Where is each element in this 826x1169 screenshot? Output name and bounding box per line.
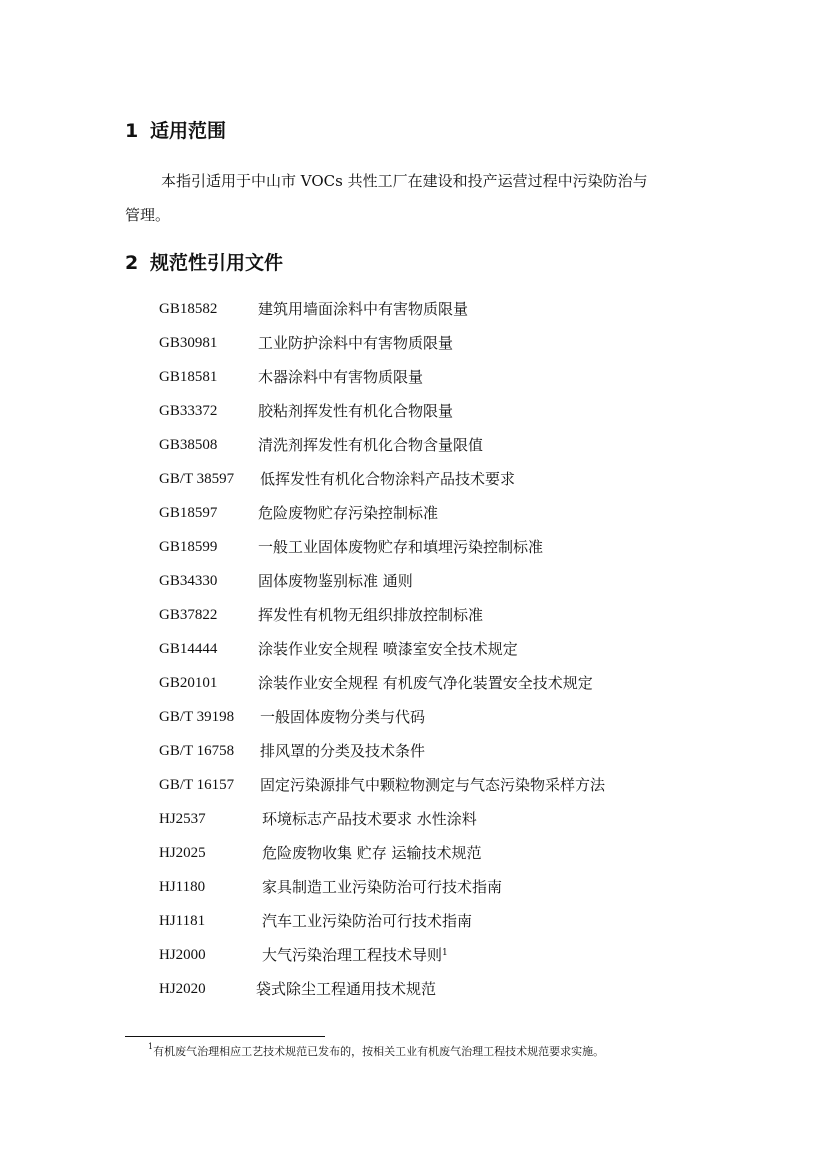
reference-title-text: 胶粘剂挥发性有机化合物限量 bbox=[258, 402, 454, 420]
reference-code: GB18581 bbox=[159, 369, 218, 385]
reference-title-text: 一般固体废物分类与代码 bbox=[260, 708, 426, 726]
reference-code: GB34330 bbox=[159, 573, 218, 589]
reference-title bbox=[262, 806, 477, 832]
reference-title-text: 危险废物收集 贮存 运输技术规范 bbox=[262, 844, 482, 862]
reference-title-text: 家具制造工业污染防治可行技术指南 bbox=[262, 878, 503, 896]
reference-title-text: 大气污染治理工程技术导则 bbox=[262, 946, 443, 964]
reference-title bbox=[258, 534, 543, 560]
reference-title-text: 涂装作业安全规程 喷漆室安全技术规定 bbox=[258, 640, 518, 658]
reference-title bbox=[258, 330, 453, 356]
reference-title bbox=[262, 942, 448, 968]
reference-title-text: 涂装作业安全规程 有机废气净化装置安全技术规定 bbox=[258, 674, 593, 692]
reference-title bbox=[258, 432, 483, 458]
reference-title-text: 一般工业固体废物贮存和填埋污染控制标准 bbox=[258, 538, 544, 556]
reference-code: GB/T 39198 bbox=[159, 709, 235, 725]
reference-title-text: 建筑用墙面涂料中有害物质限量 bbox=[258, 300, 469, 318]
reference-code: GB30981 bbox=[159, 335, 218, 351]
reference-title-text: 危险废物贮存污染控制标准 bbox=[258, 504, 439, 522]
reference-code: GB18582 bbox=[159, 301, 218, 317]
footnote-text: 有机废气治理相应工艺技术规范已发布的，按相关工业有机废气治理工程技术规范要求实施。 bbox=[153, 1045, 605, 1058]
reference-title-text: 袋式除尘工程通用技术规范 bbox=[256, 980, 437, 998]
reference-title-text: 环境标志产品技术要求 水性涂料 bbox=[262, 810, 477, 828]
reference-title bbox=[258, 602, 483, 628]
section-2-heading bbox=[125, 250, 283, 276]
reference-title-text: 挥发性有机物无组织排放控制标准 bbox=[258, 606, 484, 624]
footnote-mark: 1 bbox=[148, 1042, 154, 1051]
reference-code: GB20101 bbox=[159, 675, 218, 691]
section-1-heading bbox=[125, 118, 226, 144]
reference-code: GB18599 bbox=[159, 539, 218, 555]
reference-code: GB37822 bbox=[159, 607, 218, 623]
reference-title-text: 木器涂料中有害物质限量 bbox=[258, 368, 424, 386]
reference-title bbox=[260, 772, 605, 798]
reference-title bbox=[258, 670, 593, 696]
section-number: 2 bbox=[125, 252, 139, 274]
reference-title-text: 清洗剂挥发性有机化合物含量限值 bbox=[258, 436, 484, 454]
reference-title bbox=[258, 398, 453, 424]
reference-title bbox=[258, 568, 413, 594]
reference-title bbox=[262, 874, 502, 900]
reference-code: GB/T 38597 bbox=[159, 471, 235, 487]
reference-code: GB/T 16157 bbox=[159, 777, 235, 793]
section-title: 规范性引用文件 bbox=[150, 252, 284, 274]
reference-code: GB38508 bbox=[159, 437, 218, 453]
reference-title-text: 工业防护涂料中有害物质限量 bbox=[258, 334, 454, 352]
reference-title bbox=[256, 976, 436, 1002]
reference-title bbox=[258, 500, 438, 526]
reference-title-text: 排风罩的分类及技术条件 bbox=[260, 742, 426, 760]
reference-code: GB14444 bbox=[159, 641, 218, 657]
reference-title bbox=[260, 704, 425, 730]
reference-title bbox=[260, 466, 515, 492]
reference-code: GB18597 bbox=[159, 505, 218, 521]
reference-title bbox=[260, 738, 425, 764]
reference-code: HJ2000 bbox=[159, 947, 206, 963]
reference-code: GB/T 16758 bbox=[159, 743, 235, 759]
reference-code: HJ1180 bbox=[159, 879, 206, 895]
reference-title bbox=[258, 364, 423, 390]
reference-code: HJ1181 bbox=[159, 913, 206, 929]
section-1-body-line-2: 管理。 bbox=[125, 206, 171, 224]
reference-title bbox=[258, 296, 468, 322]
reference-code: HJ2020 bbox=[159, 981, 206, 997]
reference-title-text: 低挥发性有机化合物涂料产品技术要求 bbox=[260, 470, 516, 488]
reference-title bbox=[262, 840, 482, 866]
reference-code: GB33372 bbox=[159, 403, 218, 419]
reference-code: HJ2025 bbox=[159, 845, 206, 861]
reference-code: HJ2537 bbox=[159, 811, 206, 827]
reference-title bbox=[262, 908, 472, 934]
footnote bbox=[148, 1043, 604, 1059]
section-number: 1 bbox=[125, 120, 139, 142]
footnote-separator bbox=[125, 1036, 325, 1037]
reference-title bbox=[258, 636, 518, 662]
reference-title-text: 汽车工业污染防治可行技术指南 bbox=[262, 912, 473, 930]
section-1-body-line-1: 本指引适用于中山市 VOCs 共性工厂在建设和投产运营过程中污染防治与 bbox=[161, 172, 648, 190]
reference-title-text: 固定污染源排气中颗粒物测定与气态污染物采样方法 bbox=[260, 776, 606, 794]
section-title: 适用范围 bbox=[150, 120, 227, 142]
reference-title-text: 固体废物鉴别标准 通则 bbox=[258, 572, 413, 590]
footnote-reference-mark: 1 bbox=[442, 948, 448, 958]
